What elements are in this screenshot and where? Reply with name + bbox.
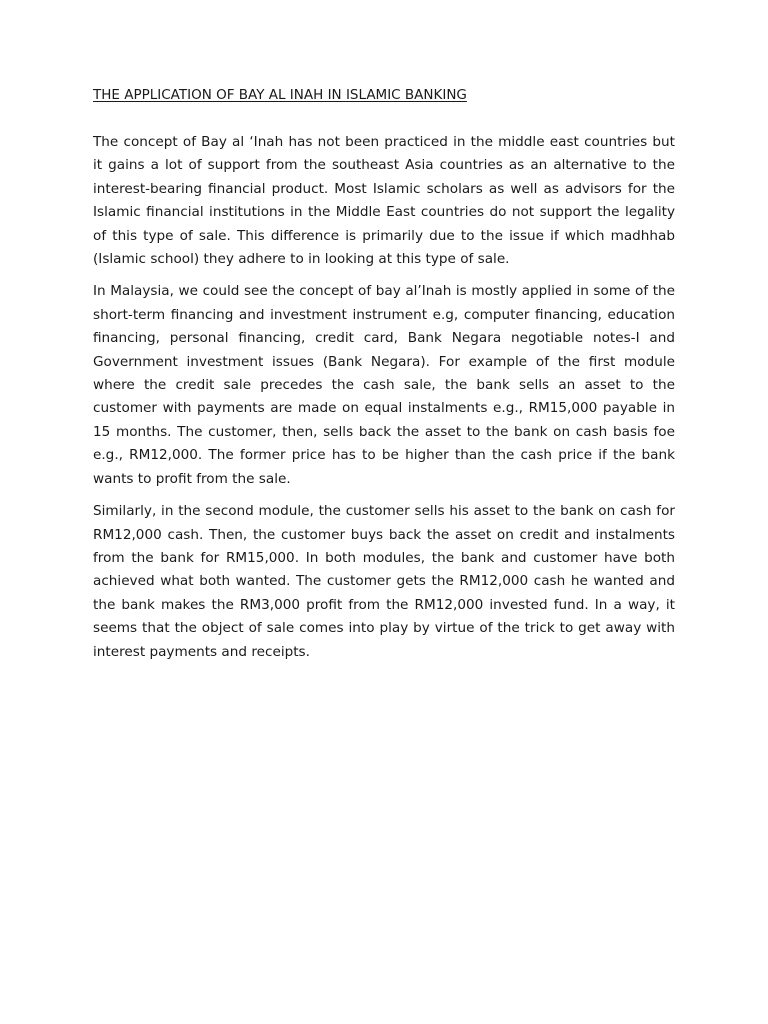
paragraph-1: The concept of Bay al ‘Inah has not been practiced in the middle east countries but it gains a lot of support from the southeast Asia countries as an alternative to the interest-bearing financial product. Most Islamic scholars as well as advisors for the Islamic financial institutions in the Middle East countries do not support the legality of this type of sale. This difference is primarily due to the issue if which madhhab (Islamic school) they adhere to in looking at this type of sale. — [93, 134, 675, 268]
document-title: THE APPLICATION OF BAY AL INAH IN ISLAMIC BANKING — [93, 87, 467, 103]
paragraph-2: In Malaysia, we could see the concept of bay al’Inah is mostly applied in some of the short-term financing and investment instrument e.g, computer financing, education financing, personal financing, credit card, Bank Negara negotiable notes-I and Government investment issues (Bank Negara). For example of the first module where the credit sale precedes the cash sale, the bank sells an asset to the customer with payments are made on equal instalments e.g., RM15,000 payable in 15 months. The customer, then, sells back the asset to the bank on cash basis foe e.g., RM12,000. The former price has to be higher than the cash price if the bank wants to profit from the sale. — [93, 283, 675, 487]
paragraph-3: Similarly, in the second module, the customer sells his asset to the bank on cash for RM12,000 cash. Then, the customer buys back the asset on credit and instalments from the bank for RM15,000. In both modules, the bank and customer have both achieved what both wanted. The customer gets the RM12,000 cash he wanted and the bank makes the RM3,000 profit from the RM12,000 invested fund. In a way, it seems that the object of sale comes into play by virtue of the trick to get away with interest payments and receipts. — [93, 503, 675, 660]
